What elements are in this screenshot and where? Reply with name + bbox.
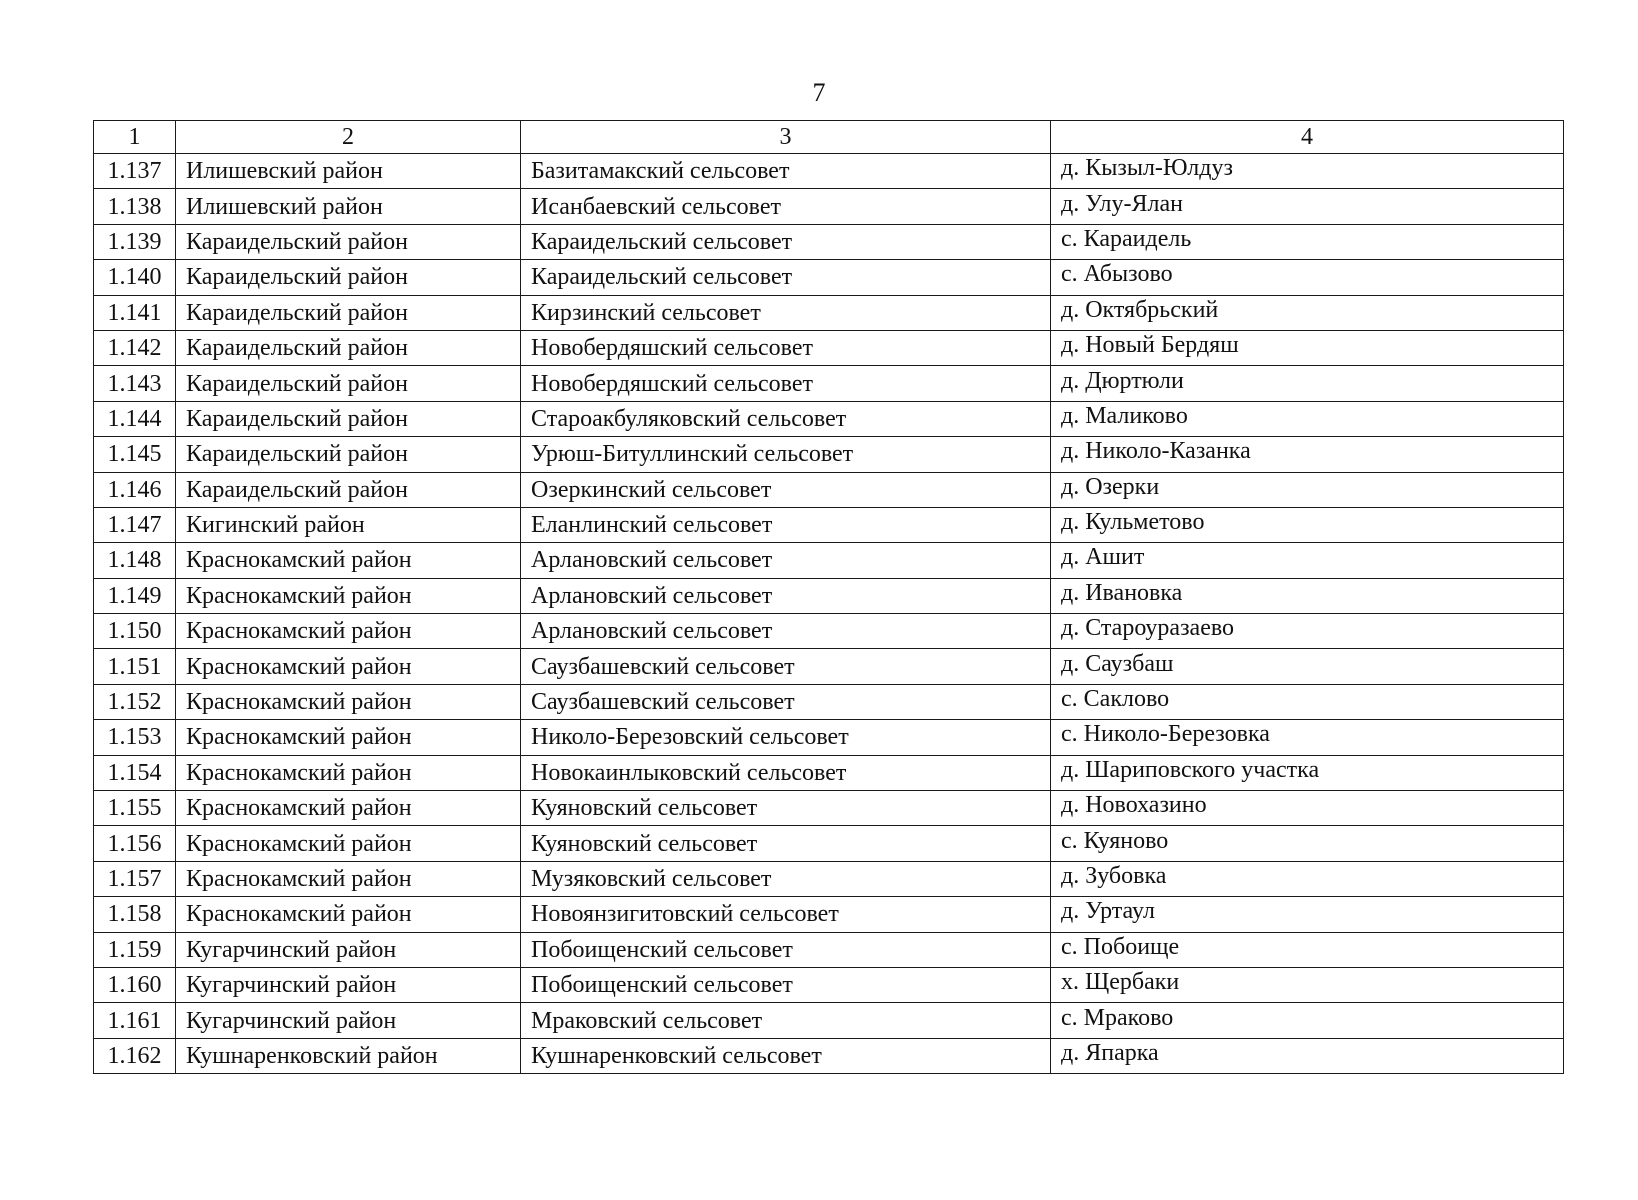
district-cell: Краснокамский район [176, 684, 521, 719]
council-cell: Куяновский сельсовет [521, 826, 1051, 861]
district-cell: Кушнаренковский район [176, 1038, 521, 1073]
table-row [94, 755, 1564, 790]
locality-cell [1051, 295, 1564, 330]
locality-cell [1051, 260, 1564, 295]
locality-text: д. Уртаул [1061, 898, 1155, 925]
district-cell: Краснокамский район [176, 543, 521, 578]
locality-text: д. Староуразаево [1061, 615, 1235, 642]
table-row [94, 861, 1564, 896]
district-cell: Караидельский район [176, 295, 521, 330]
district-cell: Краснокамский район [176, 649, 521, 684]
locality-cell [1051, 1003, 1564, 1038]
district-cell: Илишевский район [176, 189, 521, 224]
district-cell: Илишевский район [176, 154, 521, 189]
district-cell: Кугарчинский район [176, 932, 521, 967]
locality-text: с. Мраково [1061, 1004, 1174, 1031]
row-number-cell: 1.149 [94, 578, 176, 613]
locality-cell [1051, 401, 1564, 436]
locality-text: д. Кульметово [1061, 509, 1205, 536]
locality-text: с. Куяново [1061, 827, 1169, 854]
row-number-cell: 1.147 [94, 507, 176, 542]
council-cell: Николо-Березовский сельсовет [521, 720, 1051, 755]
locality-cell [1051, 967, 1564, 1002]
row-number-cell: 1.146 [94, 472, 176, 507]
locality-text: д. Дюртюли [1061, 367, 1184, 394]
council-cell: Музяковский сельсовет [521, 861, 1051, 896]
locality-cell [1051, 330, 1564, 365]
locality-cell [1051, 543, 1564, 578]
council-cell: Озеркинский сельсовет [521, 472, 1051, 507]
council-cell: Побоищенский сельсовет [521, 932, 1051, 967]
district-cell: Кугарчинский район [176, 1003, 521, 1038]
council-cell: Новокаинлыковский сельсовет [521, 755, 1051, 790]
locality-cell [1051, 614, 1564, 649]
table-row [94, 224, 1564, 259]
table-row [94, 1038, 1564, 1073]
table-row [94, 791, 1564, 826]
council-cell: Караидельский сельсовет [521, 224, 1051, 259]
locality-text: с. Абызово [1061, 261, 1173, 288]
locality-cell [1051, 224, 1564, 259]
locality-cell [1051, 861, 1564, 896]
row-number-cell: 1.155 [94, 791, 176, 826]
locality-text: д. Новохазино [1061, 792, 1207, 819]
locality-text: д. Николо-Казанка [1061, 438, 1251, 465]
district-cell: Краснокамский район [176, 861, 521, 896]
table-row [94, 720, 1564, 755]
district-cell: Краснокамский район [176, 578, 521, 613]
district-cell: Краснокамский район [176, 897, 521, 932]
locality-text: д. Маликово [1061, 402, 1188, 429]
district-cell: Караидельский район [176, 366, 521, 401]
council-cell: Новоянзигитовский сельсовет [521, 897, 1051, 932]
table-row [94, 507, 1564, 542]
locality-cell [1051, 755, 1564, 790]
district-cell: Караидельский район [176, 472, 521, 507]
table-row [94, 295, 1564, 330]
district-cell: Краснокамский район [176, 755, 521, 790]
locality-text: д. Улу-Ялан [1061, 190, 1183, 217]
table-row [94, 684, 1564, 719]
council-cell: Новобердяшский сельсовет [521, 366, 1051, 401]
locality-cell [1051, 649, 1564, 684]
row-number-cell: 1.144 [94, 401, 176, 436]
row-number-cell: 1.158 [94, 897, 176, 932]
row-number-cell: 1.151 [94, 649, 176, 684]
locality-cell [1051, 684, 1564, 719]
row-number-cell: 1.148 [94, 543, 176, 578]
row-number-cell: 1.156 [94, 826, 176, 861]
header-col-3: 3 [521, 121, 1051, 154]
council-cell: Новобердяшский сельсовет [521, 330, 1051, 365]
district-cell: Кугарчинский район [176, 967, 521, 1002]
locality-text: х. Щербаки [1061, 969, 1180, 996]
council-cell: Исанбаевский сельсовет [521, 189, 1051, 224]
locality-text: д. Ашит [1061, 544, 1145, 571]
row-number-cell: 1.150 [94, 614, 176, 649]
table-row [94, 472, 1564, 507]
council-cell: Саузбашевский сельсовет [521, 684, 1051, 719]
council-cell: Мраковский сельсовет [521, 1003, 1051, 1038]
locality-text: д. Кызыл-Юлдуз [1061, 155, 1233, 182]
table-row [94, 932, 1564, 967]
council-cell: Арлановский сельсовет [521, 543, 1051, 578]
row-number-cell: 1.140 [94, 260, 176, 295]
header-col-4: 4 [1051, 121, 1564, 154]
council-cell: Арлановский сельсовет [521, 578, 1051, 613]
row-number-cell: 1.160 [94, 967, 176, 1002]
locality-cell [1051, 154, 1564, 189]
council-cell: Кушнаренковский сельсовет [521, 1038, 1051, 1073]
table-row [94, 826, 1564, 861]
row-number-cell: 1.154 [94, 755, 176, 790]
row-number-cell: 1.162 [94, 1038, 176, 1073]
district-cell: Караидельский район [176, 224, 521, 259]
table-row [94, 1003, 1564, 1038]
table-row [94, 330, 1564, 365]
locality-cell [1051, 578, 1564, 613]
table-row [94, 366, 1564, 401]
locality-cell [1051, 897, 1564, 932]
row-number-cell: 1.137 [94, 154, 176, 189]
table-row [94, 437, 1564, 472]
council-cell: Куяновский сельсовет [521, 791, 1051, 826]
row-number-cell: 1.143 [94, 366, 176, 401]
district-cell: Кигинский район [176, 507, 521, 542]
council-cell: Караидельский сельсовет [521, 260, 1051, 295]
district-cell: Караидельский район [176, 437, 521, 472]
locality-text: д. Ивановка [1061, 579, 1183, 606]
council-cell: Побоищенский сельсовет [521, 967, 1051, 1002]
locality-text: с. Караидель [1061, 225, 1192, 252]
council-cell: Еланлинский сельсовет [521, 507, 1051, 542]
table-row [94, 154, 1564, 189]
locality-text: д. Озерки [1061, 473, 1160, 500]
district-cell: Краснокамский район [176, 720, 521, 755]
table-row [94, 897, 1564, 932]
locality-text: с. Николо-Березовка [1061, 721, 1270, 748]
table-row [94, 189, 1564, 224]
locality-cell [1051, 826, 1564, 861]
row-number-cell: 1.141 [94, 295, 176, 330]
council-cell: Базитамакский сельсовет [521, 154, 1051, 189]
localities-table [93, 120, 1564, 1074]
table-row [94, 260, 1564, 295]
row-number-cell: 1.159 [94, 932, 176, 967]
council-cell: Кирзинский сельсовет [521, 295, 1051, 330]
table-row [94, 649, 1564, 684]
page-number: 7 [812, 78, 826, 107]
district-cell: Караидельский район [176, 330, 521, 365]
table-row [94, 578, 1564, 613]
council-cell: Арлановский сельсовет [521, 614, 1051, 649]
table-row [94, 543, 1564, 578]
locality-cell [1051, 791, 1564, 826]
locality-cell [1051, 366, 1564, 401]
locality-text: д. Октябрьский [1061, 296, 1219, 323]
table-row [94, 401, 1564, 436]
header-col-1: 1 [94, 121, 176, 154]
row-number-cell: 1.153 [94, 720, 176, 755]
header-row [94, 121, 1564, 154]
table-row [94, 614, 1564, 649]
council-cell: Староакбуляковский сельсовет [521, 401, 1051, 436]
locality-cell [1051, 720, 1564, 755]
row-number-cell: 1.142 [94, 330, 176, 365]
header-col-2: 2 [176, 121, 521, 154]
locality-text: д. Саузбаш [1061, 650, 1174, 677]
locality-cell [1051, 1038, 1564, 1073]
locality-cell [1051, 437, 1564, 472]
table-header [94, 121, 1564, 154]
district-cell: Краснокамский район [176, 791, 521, 826]
locality-text: с. Побоище [1061, 933, 1180, 960]
row-number-cell: 1.138 [94, 189, 176, 224]
locality-text: д. Япарка [1061, 1039, 1159, 1066]
locality-cell [1051, 472, 1564, 507]
locality-text: д. Новый Бердяш [1061, 332, 1239, 359]
locality-cell [1051, 189, 1564, 224]
district-cell: Краснокамский район [176, 826, 521, 861]
locality-text: д. Зубовка [1061, 863, 1167, 889]
locality-text: д. Шариповского участка [1061, 756, 1320, 783]
row-number-cell: 1.145 [94, 437, 176, 472]
district-cell: Краснокамский район [176, 614, 521, 649]
locality-text: с. Саклово [1061, 686, 1170, 713]
district-cell: Караидельский район [176, 401, 521, 436]
row-number-cell: 1.157 [94, 861, 176, 896]
row-number-cell: 1.161 [94, 1003, 176, 1038]
table-body [94, 154, 1564, 1074]
table-row [94, 967, 1564, 1002]
row-number-cell: 1.139 [94, 224, 176, 259]
council-cell: Саузбашевский сельсовет [521, 649, 1051, 684]
locality-cell [1051, 507, 1564, 542]
district-cell: Караидельский район [176, 260, 521, 295]
row-number-cell: 1.152 [94, 684, 176, 719]
council-cell: Урюш-Битуллинский сельсовет [521, 437, 1051, 472]
locality-cell [1051, 932, 1564, 967]
